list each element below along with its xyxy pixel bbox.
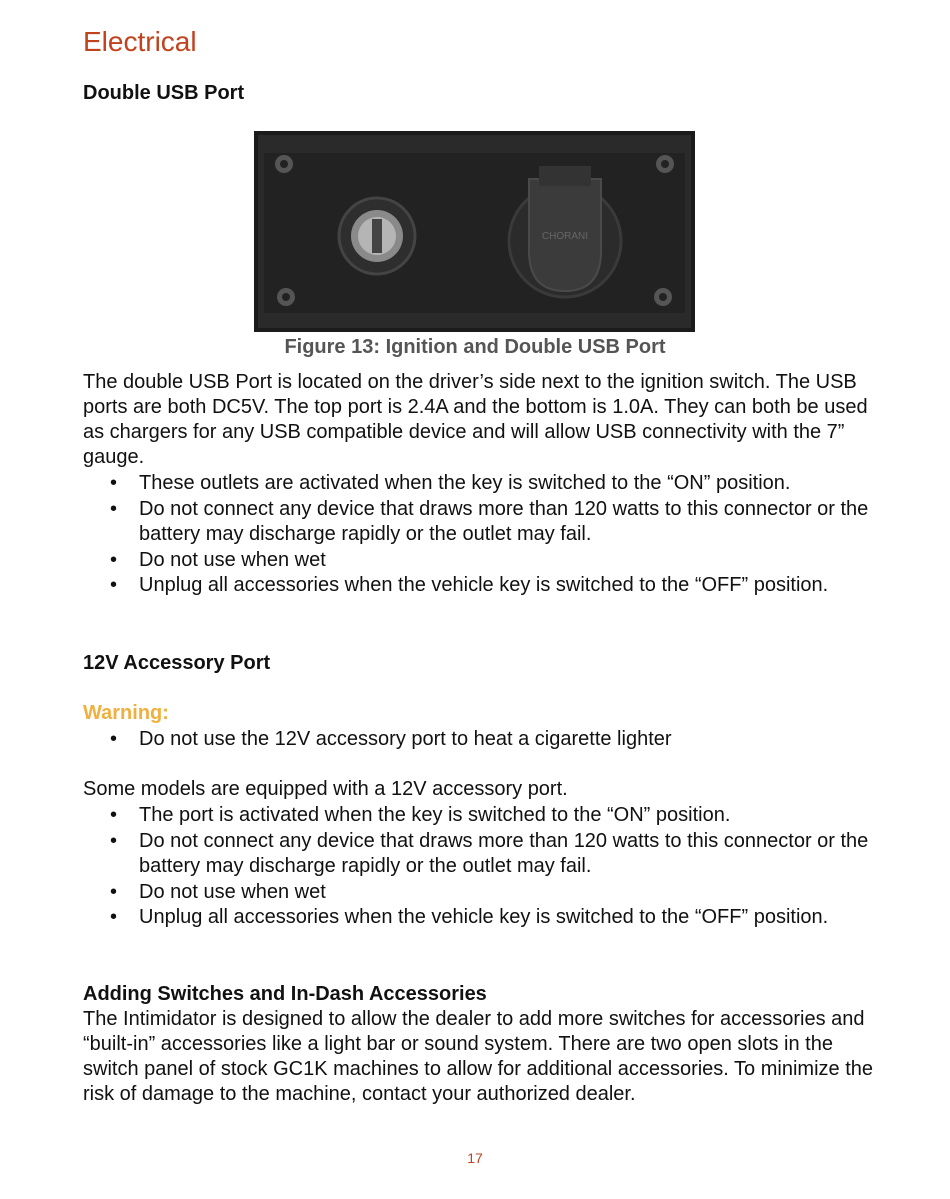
- accessory-heading: 12V Accessory Port: [83, 652, 271, 674]
- list-item: • Do not use when wet: [83, 548, 883, 574]
- switches-heading: Adding Switches and In-Dash Accessories: [83, 983, 487, 1005]
- usb-heading: Double USB Port: [83, 82, 245, 104]
- screw-icon: [275, 155, 293, 173]
- switches-paragraph: The Intimidator is designed to allow the dealer to add more switches for accessories and “built-in” accessories like a light bar or sound system. There are two open slots in the switch panel of stock GC1K machines to allow for additional accessories. To minimize the risk of damage to the machine, contact your authorized dealer.: [83, 1008, 873, 1105]
- list-item: • Do not connect any device that draws more than 120 watts to this connector or the battery may discharge rapidly or the outlet may fail.: [83, 829, 883, 880]
- usb-paragraph: The double USB Port is located on the driver’s side next to the ignition switch. The USB ports are both DC5V. The top port is 2.4A and the bottom is 1.0A. They can both be used as chargers for any USB compatible device and will allow USB connectivity with the 7” gauge.: [83, 371, 868, 468]
- accessory-bullet-list: [83, 803, 883, 931]
- list-item: • Do not use the 12V accessory port to heat a cigarette lighter: [83, 727, 883, 753]
- screw-icon: [656, 155, 674, 173]
- figure-caption: Figure 13: Ignition and Double USB Port: [284, 336, 666, 358]
- list-item: • Do not use when wet: [83, 880, 883, 906]
- warning-bullet-list: [83, 727, 883, 753]
- page-number: 17: [467, 1150, 483, 1166]
- list-item: • These outlets are activated when the key is switched to the “ON” position.: [83, 471, 883, 497]
- usb-bullet-list: [83, 471, 883, 599]
- photo-brand-text: CHORANI: [541, 231, 589, 242]
- screw-icon: [654, 288, 672, 306]
- ignition-switch-icon: [339, 198, 415, 274]
- list-item: • The port is activated when the key is switched to the “ON” position.: [83, 803, 883, 829]
- warning-label: Warning:: [83, 702, 169, 724]
- screw-icon: [277, 288, 295, 306]
- section-title: Electrical: [83, 26, 197, 57]
- list-item: • Unplug all accessories when the vehicle key is switched to the “OFF” position.: [83, 573, 883, 599]
- list-item: • Unplug all accessories when the vehicle key is switched to the “OFF” position.: [83, 905, 883, 931]
- list-item: • Do not connect any device that draws more than 120 watts to this connector or the battery may discharge rapidly or the outlet may fail.: [83, 497, 883, 548]
- usb-port-photo: [254, 131, 695, 332]
- accessory-paragraph: Some models are equipped with a 12V accessory port.: [83, 778, 568, 800]
